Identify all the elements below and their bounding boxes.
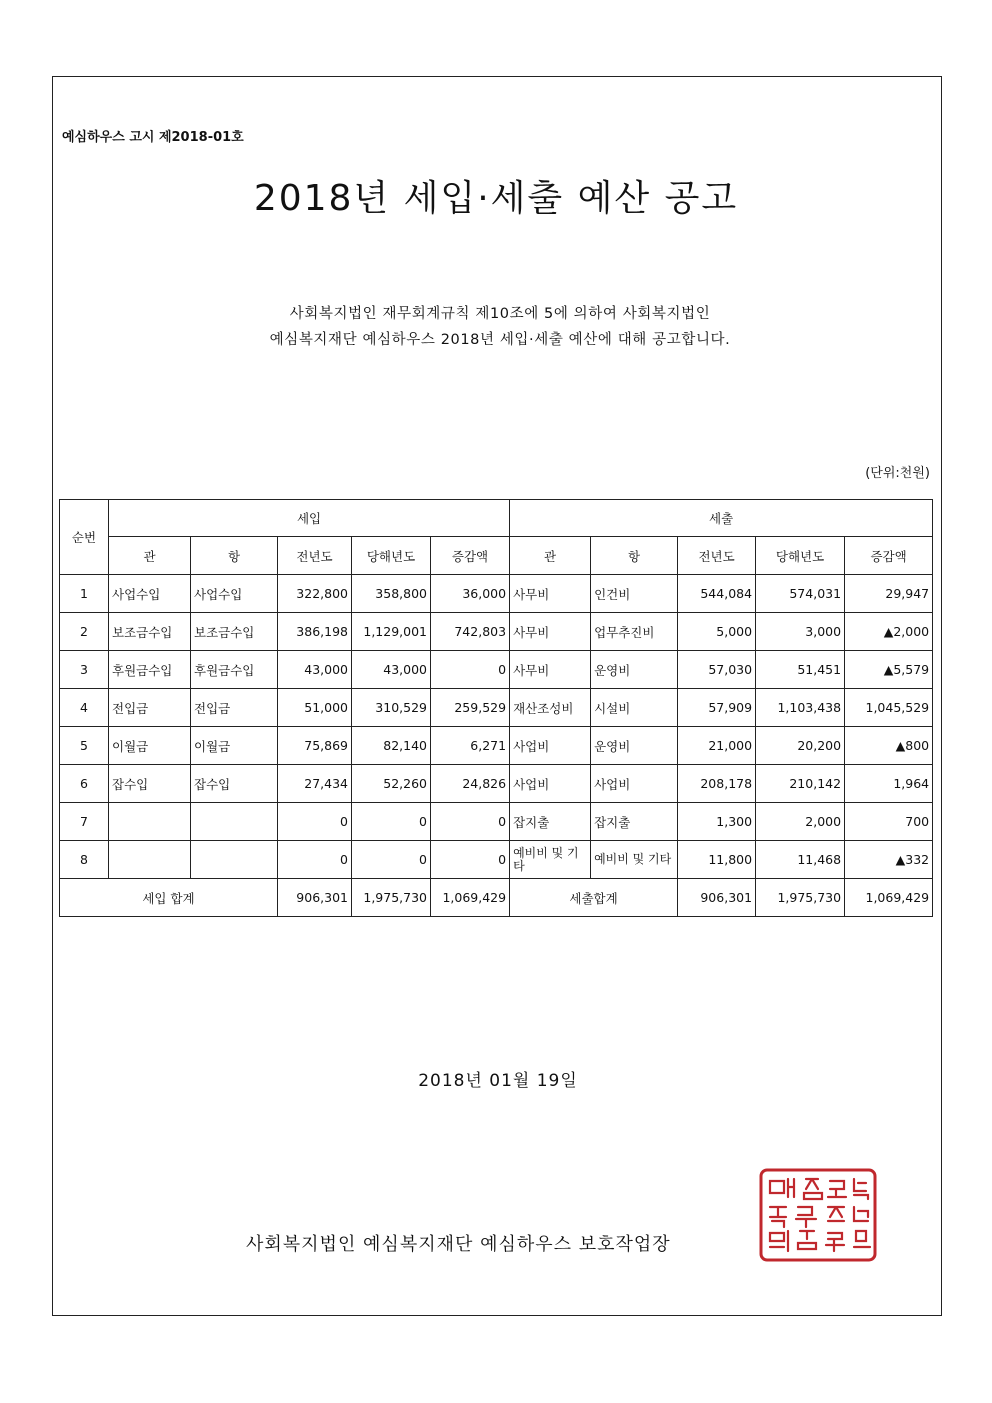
expense-prev: 544,084 [678, 575, 756, 613]
expense-hang: 시설비 [591, 689, 678, 727]
expense-total-diff: 1,069,429 [845, 879, 933, 917]
revenue-gwan: 전입금 [109, 689, 191, 727]
revenue-gwan: 후원금수입 [109, 651, 191, 689]
expense-prev: 11,800 [678, 841, 756, 879]
revenue-hang: 후원금수입 [191, 651, 278, 689]
header-revenue-prev: 전년도 [278, 537, 352, 575]
expense-curr: 1,103,438 [756, 689, 845, 727]
row-no: 7 [60, 803, 109, 841]
expense-diff: 1,045,529 [845, 689, 933, 727]
revenue-diff: 36,000 [431, 575, 510, 613]
expense-diff: ▲2,000 [845, 613, 933, 651]
header-expense: 세출 [510, 500, 933, 537]
revenue-prev: 386,198 [278, 613, 352, 651]
row-no: 3 [60, 651, 109, 689]
revenue-diff: 742,803 [431, 613, 510, 651]
revenue-diff: 0 [431, 651, 510, 689]
table-row [60, 765, 933, 803]
header-expense-gwan: 관 [510, 537, 591, 575]
revenue-diff: 24,826 [431, 765, 510, 803]
revenue-hang: 이월금 [191, 727, 278, 765]
revenue-gwan: 잡수입 [109, 765, 191, 803]
expense-curr: 51,451 [756, 651, 845, 689]
revenue-gwan: 사업수입 [109, 575, 191, 613]
header-revenue: 세입 [109, 500, 510, 537]
expense-gwan: 잡지출 [510, 803, 591, 841]
organization-name: 사회복지법인 예심복지재단 예심하우스 보호작업장 [246, 1234, 671, 1255]
expense-total-prev: 906,301 [678, 879, 756, 917]
expense-gwan: 사무비 [510, 651, 591, 689]
expense-hang: 예비비 및 기타 [591, 841, 678, 879]
expense-prev: 1,300 [678, 803, 756, 841]
revenue-total-label: 세입 합계 [60, 879, 278, 917]
revenue-prev: 43,000 [278, 651, 352, 689]
expense-hang: 인건비 [591, 575, 678, 613]
revenue-total-prev: 906,301 [278, 879, 352, 917]
revenue-prev: 75,869 [278, 727, 352, 765]
expense-curr: 3,000 [756, 613, 845, 651]
expense-diff: 700 [845, 803, 933, 841]
table-row [60, 803, 933, 841]
header-expense-hang: 항 [591, 537, 678, 575]
revenue-hang: 잡수입 [191, 765, 278, 803]
expense-hang: 잡지출 [591, 803, 678, 841]
revenue-gwan: 보조금수입 [109, 613, 191, 651]
table-row [60, 575, 933, 613]
header-expense-prev: 전년도 [678, 537, 756, 575]
expense-hang: 사업비 [591, 765, 678, 803]
revenue-curr: 82,140 [352, 727, 431, 765]
budget-table [59, 499, 933, 917]
expense-diff: 29,947 [845, 575, 933, 613]
page-title: 2018년 세입·세출 예산 공고 [253, 178, 739, 219]
expense-prev: 5,000 [678, 613, 756, 651]
intro-line-1: 사회복지법인 재무회계규칙 제10조에 5에 의하여 사회복지법인 [289, 306, 711, 322]
expense-hang: 운영비 [591, 727, 678, 765]
revenue-prev: 0 [278, 803, 352, 841]
revenue-gwan [109, 841, 191, 879]
revenue-diff: 0 [431, 803, 510, 841]
revenue-curr: 1,129,001 [352, 613, 431, 651]
header-revenue-gwan: 관 [109, 537, 191, 575]
header-revenue-diff: 증감액 [431, 537, 510, 575]
row-no: 5 [60, 727, 109, 765]
header-no: 순번 [60, 500, 109, 575]
revenue-total-diff: 1,069,429 [431, 879, 510, 917]
expense-gwan: 사무비 [510, 575, 591, 613]
header-revenue-curr: 당해년도 [352, 537, 431, 575]
table-row [60, 727, 933, 765]
revenue-diff: 6,271 [431, 727, 510, 765]
expense-gwan: 사업비 [510, 765, 591, 803]
expense-gwan: 재산조성비 [510, 689, 591, 727]
revenue-prev: 322,800 [278, 575, 352, 613]
notice-number: 예심하우스 고시 제2018-01호 [62, 130, 244, 145]
expense-gwan: 사무비 [510, 613, 591, 651]
table-row [60, 651, 933, 689]
row-no: 4 [60, 689, 109, 727]
row-no: 8 [60, 841, 109, 879]
header-expense-curr: 당해년도 [756, 537, 845, 575]
row-no: 1 [60, 575, 109, 613]
expense-hang: 운영비 [591, 651, 678, 689]
revenue-diff: 259,529 [431, 689, 510, 727]
revenue-hang: 보조금수입 [191, 613, 278, 651]
revenue-hang [191, 803, 278, 841]
revenue-curr: 0 [352, 841, 431, 879]
expense-curr: 11,468 [756, 841, 845, 879]
header-row-1 [60, 500, 933, 537]
revenue-hang: 전입금 [191, 689, 278, 727]
unit-label: (단위:천원) [865, 466, 930, 481]
total-row [60, 879, 933, 917]
expense-total-label: 세출합계 [510, 879, 678, 917]
expense-prev: 57,030 [678, 651, 756, 689]
revenue-curr: 52,260 [352, 765, 431, 803]
revenue-hang: 사업수입 [191, 575, 278, 613]
expense-diff: ▲332 [845, 841, 933, 879]
revenue-curr: 0 [352, 803, 431, 841]
header-expense-diff: 증감액 [845, 537, 933, 575]
seal-stamp [758, 1167, 878, 1263]
expense-total-curr: 1,975,730 [756, 879, 845, 917]
expense-gwan: 예비비 및 기타 [510, 841, 591, 879]
revenue-curr: 310,529 [352, 689, 431, 727]
row-no: 2 [60, 613, 109, 651]
revenue-diff: 0 [431, 841, 510, 879]
revenue-gwan: 이월금 [109, 727, 191, 765]
expense-curr: 20,200 [756, 727, 845, 765]
revenue-prev: 51,000 [278, 689, 352, 727]
revenue-hang [191, 841, 278, 879]
notice-date: 2018년 01월 19일 [418, 1071, 578, 1091]
table-row [60, 613, 933, 651]
expense-prev: 21,000 [678, 727, 756, 765]
expense-prev: 208,178 [678, 765, 756, 803]
expense-curr: 210,142 [756, 765, 845, 803]
header-revenue-hang: 항 [191, 537, 278, 575]
expense-hang: 업무추진비 [591, 613, 678, 651]
expense-gwan: 사업비 [510, 727, 591, 765]
revenue-curr: 358,800 [352, 575, 431, 613]
expense-diff: ▲5,579 [845, 651, 933, 689]
seal-glyphs [770, 1179, 870, 1251]
expense-curr: 2,000 [756, 803, 845, 841]
revenue-curr: 43,000 [352, 651, 431, 689]
expense-prev: 57,909 [678, 689, 756, 727]
intro-line-2: 예심복지재단 예심하우스 2018년 세입·세출 예산에 대해 공고합니다. [269, 332, 731, 348]
expense-diff: 1,964 [845, 765, 933, 803]
revenue-total-curr: 1,975,730 [352, 879, 431, 917]
revenue-gwan [109, 803, 191, 841]
expense-diff: ▲800 [845, 727, 933, 765]
expense-curr: 574,031 [756, 575, 845, 613]
revenue-prev: 27,434 [278, 765, 352, 803]
header-row-2 [60, 537, 933, 575]
revenue-prev: 0 [278, 841, 352, 879]
table-row [60, 689, 933, 727]
table-row [60, 841, 933, 879]
row-no: 6 [60, 765, 109, 803]
